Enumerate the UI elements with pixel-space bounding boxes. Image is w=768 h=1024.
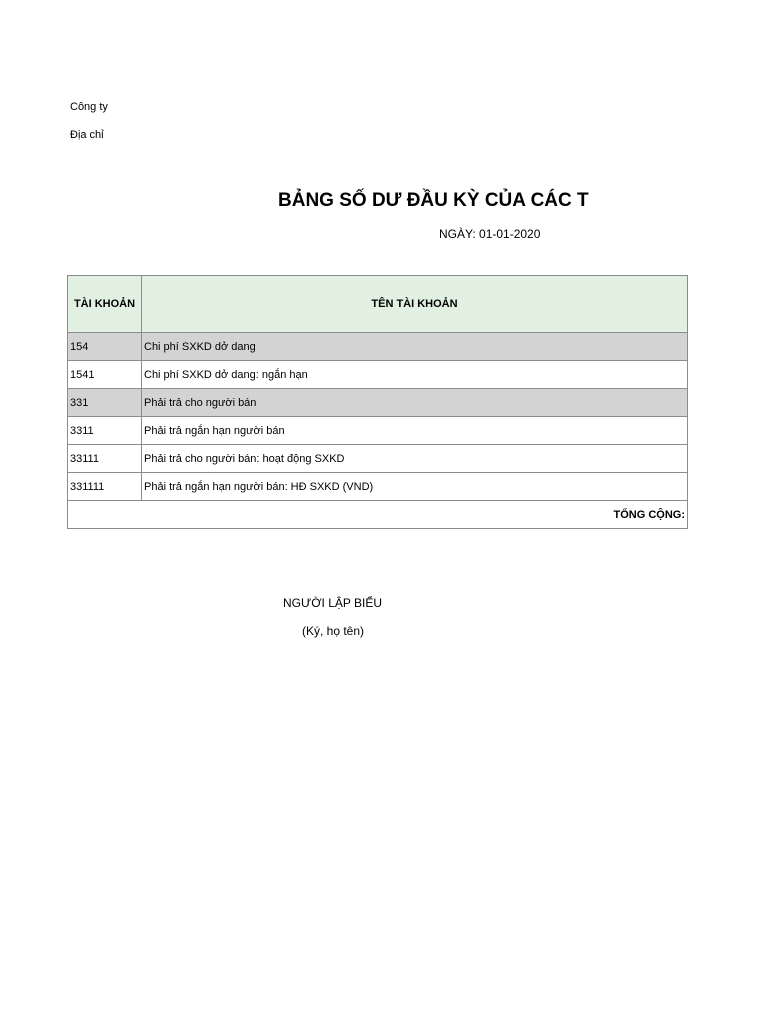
- report-date: NGÀY: 01-01-2020: [439, 227, 541, 241]
- account-code-cell: 154: [68, 333, 142, 361]
- total-label: TỔNG CỘNG:: [68, 501, 688, 529]
- signer-note: (Ký, họ tên): [302, 624, 365, 638]
- company-label: Công ty: [70, 101, 108, 113]
- account-name-cell: Phải trả ngắn hạn người bán: [142, 417, 688, 445]
- column-header-account-code: TÀI KHOẢN: [68, 276, 142, 333]
- account-name-cell: Chi phí SXKD dở dang: [142, 333, 688, 361]
- table-row: [68, 361, 688, 389]
- table-header-row: [68, 276, 688, 333]
- table-row: [68, 445, 688, 473]
- account-code-cell: 331: [68, 389, 142, 417]
- table-row: [68, 333, 688, 361]
- account-code-cell: 3311: [68, 417, 142, 445]
- address-label: Địa chỉ: [70, 129, 104, 141]
- account-name-cell: Chi phí SXKD dở dang: ngắn hạn: [142, 361, 688, 389]
- account-name-cell: Phải trả cho người bán: [142, 389, 688, 417]
- report-title: BẢNG SỐ DƯ ĐẦU KỲ CỦA CÁC T: [278, 190, 589, 211]
- table-row: [68, 473, 688, 501]
- column-header-account-name: TÊN TÀI KHOẢN: [142, 276, 688, 333]
- table-row: [68, 417, 688, 445]
- signer-title: NGƯỜI LẬP BIỂU: [283, 596, 383, 610]
- account-name-cell: Phải trả cho người bán: hoạt động SXKD: [142, 445, 688, 473]
- account-name-cell: Phải trả ngắn hạn người bán: HĐ SXKD (VND): [142, 473, 688, 501]
- table-row: [68, 389, 688, 417]
- account-code-cell: 1541: [68, 361, 142, 389]
- account-code-cell: 331111: [68, 473, 142, 501]
- opening-balance-table: [67, 275, 688, 529]
- account-code-cell: 33111: [68, 445, 142, 473]
- total-row: [68, 501, 688, 529]
